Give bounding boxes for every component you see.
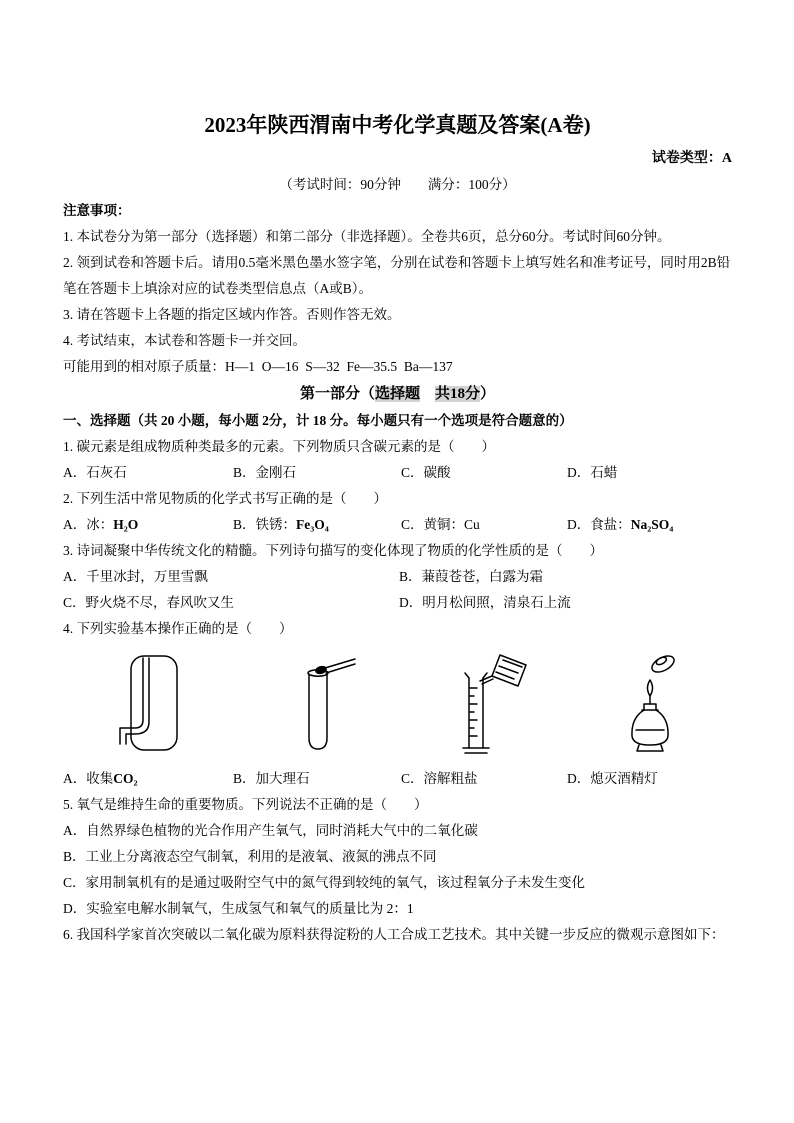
paper-type: 试卷类型：A — [651, 151, 732, 166]
q2-option-a — [63, 512, 233, 538]
q5-option-c: C．家用制氧机有的是通过吸附空气中的氮气得到较纯的氧气，该过程氧分子未发生变化 — [63, 875, 586, 890]
q2-option-c-label: C．黄铜： — [401, 517, 465, 532]
figure-collect-co2 — [63, 650, 233, 762]
note-3: 3. 请在答题卡上各题的指定区域内作答。否则作答无效。 — [63, 307, 401, 322]
note-2: 2. 领到试卷和答题卡后。请用0.5毫米黑色墨水签字笔，分别在试卷和答题卡上填写姓名和准考证号，同时用2B铅笔在答题卡上填涂对应的试卷类型信息点（A或B）。 — [63, 255, 731, 296]
q1-option-a: A．石灰石 — [63, 465, 127, 480]
q3-option-c: C．野火烧不尽，春风吹又生 — [63, 595, 235, 610]
q4-label-c-text: C．溶解粗盐 — [401, 771, 478, 786]
q4-label-b — [233, 766, 401, 792]
q2-option-b — [233, 512, 401, 538]
test-tube-add-solid-icon — [273, 650, 361, 762]
q1-option-b: B．金刚石 — [233, 465, 297, 480]
section1-highlight-2: 共18分 — [435, 386, 481, 402]
notes-heading: 注意事项： — [63, 203, 131, 218]
q2-option-c — [401, 512, 567, 538]
q2-options — [63, 512, 732, 538]
q4-label-a-formula: CO₂ — [113, 771, 138, 786]
q4-figures — [63, 642, 732, 766]
q3-option-b: B．蒹葭苍苍，白露为霜 — [399, 569, 544, 584]
q2-option-d-label: D．食盐： — [567, 517, 631, 532]
alcohol-lamp-cap-icon — [606, 650, 694, 762]
q3-option-d: D．明月松间照，清泉石上流 — [399, 595, 571, 610]
q5-option-a: A．自然界绿色植物的光合作用产生氧气，同时消耗大气中的二氧化碳 — [63, 823, 478, 838]
q4-label-a — [63, 766, 233, 792]
q3-options — [63, 564, 732, 616]
doc-title: 2023年陕西渭南中考化学真题及答案(A卷) — [204, 113, 591, 137]
q1-stem: 1. 碳元素是组成物质种类最多的元素。下列物质只含碳元素的是（ ） — [63, 439, 495, 454]
q1-options — [63, 460, 732, 486]
q2-option-c-formula: Cu — [464, 517, 480, 532]
figure-extinguish-lamp — [567, 650, 732, 762]
q5-option-d: D．实验室电解水制氧气，生成氢气和氧气的质量比为 2：1 — [63, 901, 414, 916]
q2-option-b-label: B．铁锈： — [233, 517, 297, 532]
q2-option-b-formula: Fe₃O₄ — [296, 517, 329, 532]
atomic-mass-line: 可能用到的相对原子质量：H—1 O—16 S—32 Fe—35.5 Ba—137 — [63, 359, 453, 374]
q5-stem: 5. 氧气是维持生命的重要物质。下列说法不正确的是（ ） — [63, 797, 428, 812]
q2-option-a-label: A．冰： — [63, 517, 114, 532]
section1-highlight-1: 选择题 — [374, 386, 420, 402]
q2-stem: 2. 下列生活中常见物质的化学式书写正确的是（ ） — [63, 491, 387, 506]
q4-label-d — [567, 766, 732, 792]
question-2 — [63, 486, 732, 538]
q2-option-a-formula: H₂O — [113, 517, 139, 532]
question-6 — [63, 922, 732, 948]
section1-gap — [420, 386, 435, 402]
q4-labels — [63, 766, 732, 792]
gas-jar-co2-collection-icon — [104, 650, 192, 762]
part1-heading: 一、选择题（共 20 小题，每小题 2分，计 18 分。每小题只有一个选项是符合题意的） — [63, 413, 573, 428]
exam-info: （考试时间：90分钟 满分：100分） — [279, 177, 516, 192]
note-4: 4. 考试结束，本试卷和答题卡一并交回。 — [63, 333, 306, 348]
question-4 — [63, 616, 732, 792]
q1-option-c: C．碳酸 — [401, 465, 451, 480]
q4-label-b-text: B．加大理石 — [233, 771, 310, 786]
q2-option-d-formula: Na₂SO₄ — [630, 517, 674, 532]
section1-heading — [63, 380, 732, 408]
question-3 — [63, 538, 732, 616]
q4-label-d-text: D．熄灭酒精灯 — [567, 771, 658, 786]
marble-chip-shape — [314, 665, 328, 676]
graduated-cylinder-pour-icon — [438, 650, 530, 762]
figure-add-marble — [233, 650, 401, 762]
q1-option-d: D．石蜡 — [567, 465, 618, 480]
question-1 — [63, 434, 732, 486]
note-1: 1. 本试卷分为第一部分（选择题）和第二部分（非选择题）。全卷共6页，总分60分。考试时间60分钟。 — [63, 229, 671, 244]
q4-label-c — [401, 766, 567, 792]
q5-option-b: B．工业上分离液态空气制氧，利用的是液氧、液氮的沸点不同 — [63, 849, 437, 864]
q3-option-a: A．千里冰封，万里雪飘 — [63, 569, 208, 584]
q4-stem: 4. 下列实验基本操作正确的是（ ） — [63, 621, 293, 636]
q3-stem: 3. 诗词凝聚中华传统文化的精髓。下列诗句描写的变化体现了物质的化学性质的是（ ） — [63, 543, 603, 558]
q4-label-a-text: A．收集 — [63, 771, 114, 786]
section1-suffix: ） — [480, 386, 496, 402]
section1-prefix: 第一部分（ — [299, 386, 375, 402]
q6-stem: 6. 我国科学家首次突破以二氧化碳为原料获得淀粉的人工合成工艺技术。其中关键一步反应的微观示意图如下： — [63, 927, 725, 942]
question-5 — [63, 792, 732, 922]
figure-dissolve-salt — [401, 650, 567, 762]
q2-option-d — [567, 512, 732, 538]
